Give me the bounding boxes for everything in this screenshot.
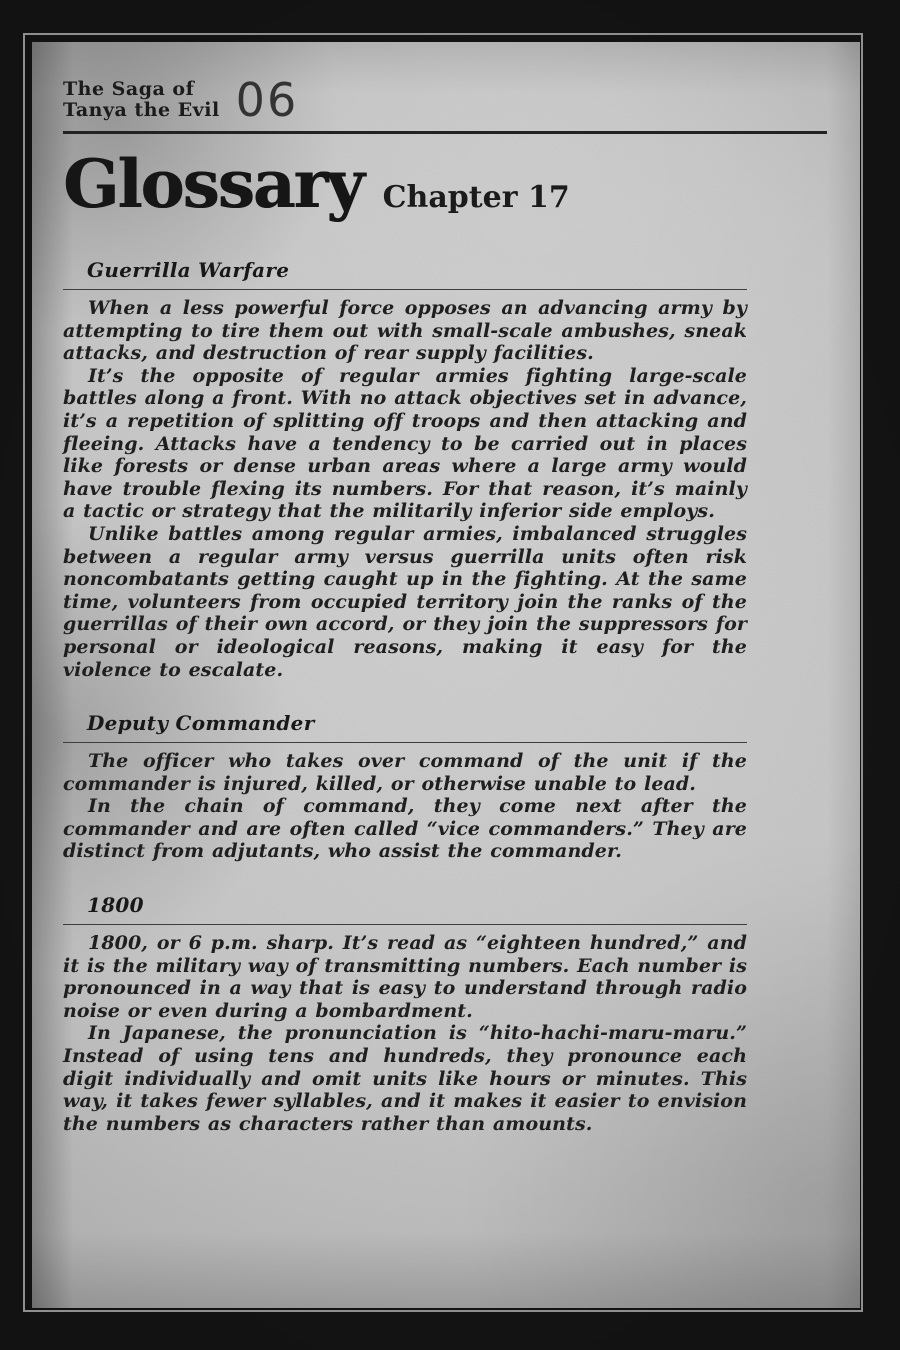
paragraph: Unlike battles among regular armies, imbalanced struggles between a regular army versus guerrilla units often risk noncombatants getting caught up in the fighting. At the same time, volunteers from occupied territory join the ranks of the guerrillas of their own accord, or they join the suppressors for personal or ideological reasons, making it easy for the violence to escalate. (63, 522, 747, 681)
paragraph: When a less powerful force opposes an advancing army by attempting to tire them out with small-scale ambushes, sneak attacks, and destruction of rear supply facilities. (63, 297, 747, 365)
paragraph: 1800, or 6 p.m. sharp. It’s read as “eighteen hundred,” and it is the military way of transmitting numbers. Each number is pronounced in a way that is easy to understand through radio noise or even during a bombardment. (63, 932, 747, 1022)
section-rule (63, 924, 747, 925)
paragraph: It’s the opposite of regular armies fighting large-scale battles along a front. With no attack objectives set in advance, it’s a repetition of splitting off troops and then attacking and fleeing. Attacks have a tendency to be carried out in places like forests or dense urban areas where a large army would have trouble flexing its numbers. For that reason, it’s mainly a tactic or strategy that the militarily inferior side employs. (63, 364, 747, 523)
section-heading: Deputy Commander (87, 711, 315, 736)
section-1800 (63, 893, 747, 1135)
glossary-page (32, 42, 860, 1308)
section-body (63, 297, 747, 681)
series-title-line1: The Saga of (63, 78, 195, 100)
series-title (63, 79, 220, 121)
section-heading: Guerrilla Warfare (87, 258, 290, 282)
paragraph: In Japanese, the pronunciation is “hito-hachi-maru-maru.” Instead of using tens and hundreds, they pronounce each digit individually and omit units like hours or minutes. This way, it takes fewer syllables, and it makes it easier to envision the numbers as characters rather than amounts. (63, 1022, 747, 1135)
section-guerrilla-warfare (63, 258, 747, 681)
series-title-line2: Tanya the Evil (63, 99, 220, 121)
paragraph: The officer who takes over command of the unit if the commander is injured, killed, or otherwise unable to lead. (63, 750, 747, 795)
section-rule (63, 742, 747, 743)
section-rule (63, 289, 747, 290)
section-heading: 1800 (87, 893, 144, 918)
title-row (63, 145, 827, 223)
section-deputy-commander (63, 711, 747, 863)
volume-number: 06 (235, 73, 299, 127)
page-title: Glossary (63, 145, 363, 223)
chapter-label: Chapter 17 (382, 180, 570, 215)
paragraph: In the chain of command, they come next after the commander and are often called “vice commanders.” They are distinct from adjutants, who assist the commander. (63, 795, 747, 863)
masthead (63, 73, 827, 127)
section-body (63, 750, 747, 863)
section-body (63, 932, 747, 1135)
glossary-column (63, 258, 747, 1135)
page-content (63, 42, 827, 1135)
masthead-rule (63, 131, 827, 134)
